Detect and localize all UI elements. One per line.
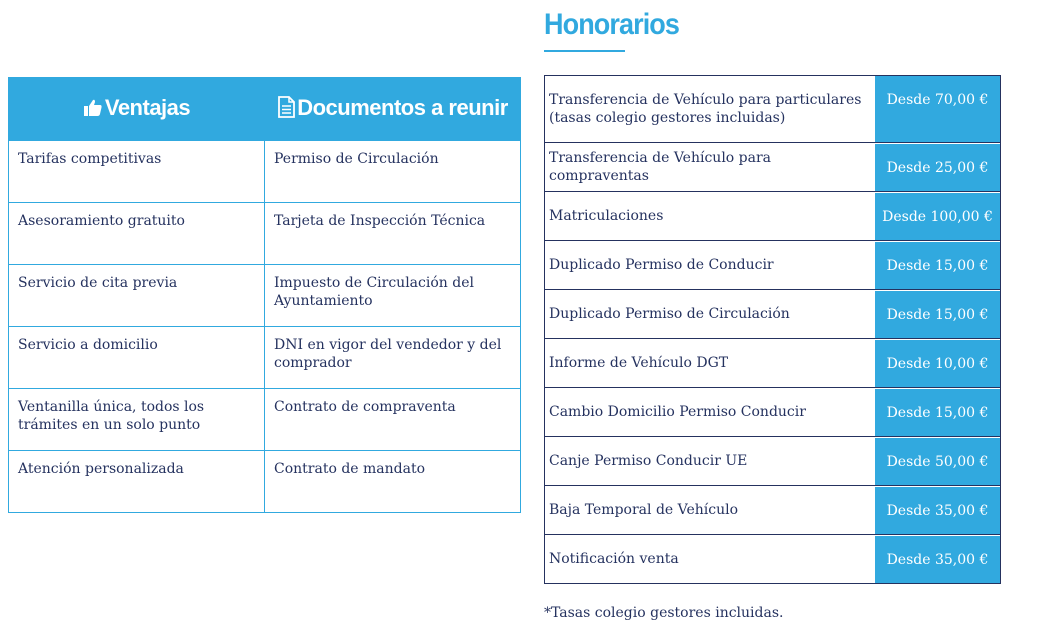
ventaja-cell: Servicio de cita previa — [9, 265, 265, 327]
fee-row — [545, 534, 1000, 583]
fee-price: Desde 50,00 € — [874, 437, 1000, 485]
fee-label: Cambio Domicilio Permiso Conducir — [549, 404, 806, 420]
documento-cell: Impuesto de Circulación del Ayuntamiento — [265, 265, 521, 327]
fee-price: Desde 15,00 € — [874, 388, 1000, 436]
footnote: *Tasas colegio gestores incluidas. — [544, 605, 784, 621]
fee-label: Transferencia de Vehículo para particulares (tasas colegio gestores incluidas) — [549, 92, 862, 126]
fee-label: Matriculaciones — [549, 208, 664, 224]
table-row — [9, 141, 521, 203]
ventaja-cell: Servicio a domicilio — [9, 327, 265, 389]
fee-label: Duplicado Permiso de Circulación — [549, 306, 790, 322]
documento-cell: Permiso de Circulación — [265, 141, 521, 203]
ventaja-cell: Asesoramiento gratuito — [9, 203, 265, 265]
fee-label: Transferencia de Vehículo para compraventas — [549, 150, 772, 184]
thumbs-up-icon — [83, 98, 103, 124]
document-icon — [277, 96, 295, 124]
documento-cell: Tarjeta de Inspección Técnica — [265, 203, 521, 265]
header-ventajas-label: Ventajas — [104, 94, 191, 120]
table-row — [9, 451, 521, 513]
fee-row — [545, 240, 1000, 289]
table-row — [9, 265, 521, 327]
ventaja-cell: Atención personalizada — [9, 451, 265, 513]
header-documentos — [265, 78, 521, 141]
table-header-row — [9, 78, 521, 141]
fee-price: Desde 15,00 € — [874, 290, 1000, 338]
table-row — [9, 327, 521, 389]
header-ventajas — [9, 78, 265, 141]
fee-price: Desde 25,00 € — [874, 143, 1000, 191]
title-underline — [544, 50, 625, 52]
fee-label: Duplicado Permiso de Conducir — [549, 257, 774, 273]
fee-price: Desde 35,00 € — [874, 486, 1000, 534]
ventaja-cell: Tarifas competitivas — [9, 141, 265, 203]
fee-row — [545, 338, 1000, 387]
honorarios-title: Honorarios — [544, 8, 680, 41]
fee-price: Desde 100,00 € — [874, 192, 1000, 240]
fee-label: Notificación venta — [549, 551, 679, 567]
fee-row — [545, 387, 1000, 436]
fee-price: Desde 70,00 € — [874, 76, 1000, 142]
fee-price: Desde 10,00 € — [874, 339, 1000, 387]
fee-row — [545, 485, 1000, 534]
documento-cell: Contrato de mandato — [265, 451, 521, 513]
fee-row — [545, 289, 1000, 338]
fee-price: Desde 35,00 € — [874, 535, 1000, 583]
fee-row — [545, 142, 1000, 191]
documento-cell: Contrato de compraventa — [265, 389, 521, 451]
fee-label: Canje Permiso Conducir UE — [549, 453, 748, 469]
header-documentos-label: Documentos a reunir — [297, 94, 508, 120]
fee-row — [545, 436, 1000, 485]
fee-label: Informe de Vehículo DGT — [549, 355, 729, 371]
table-row — [9, 203, 521, 265]
ventajas-documentos-table — [8, 77, 521, 513]
fee-row — [545, 191, 1000, 240]
table-row — [9, 389, 521, 451]
documento-cell: DNI en vigor del vendedor y del comprador — [265, 327, 521, 389]
fee-row — [545, 76, 1000, 142]
fee-label: Baja Temporal de Vehículo — [549, 502, 739, 518]
fee-price: Desde 15,00 € — [874, 241, 1000, 289]
honorarios-table — [544, 75, 1001, 584]
ventaja-cell: Ventanilla única, todos los trámites en un solo punto — [9, 389, 265, 451]
